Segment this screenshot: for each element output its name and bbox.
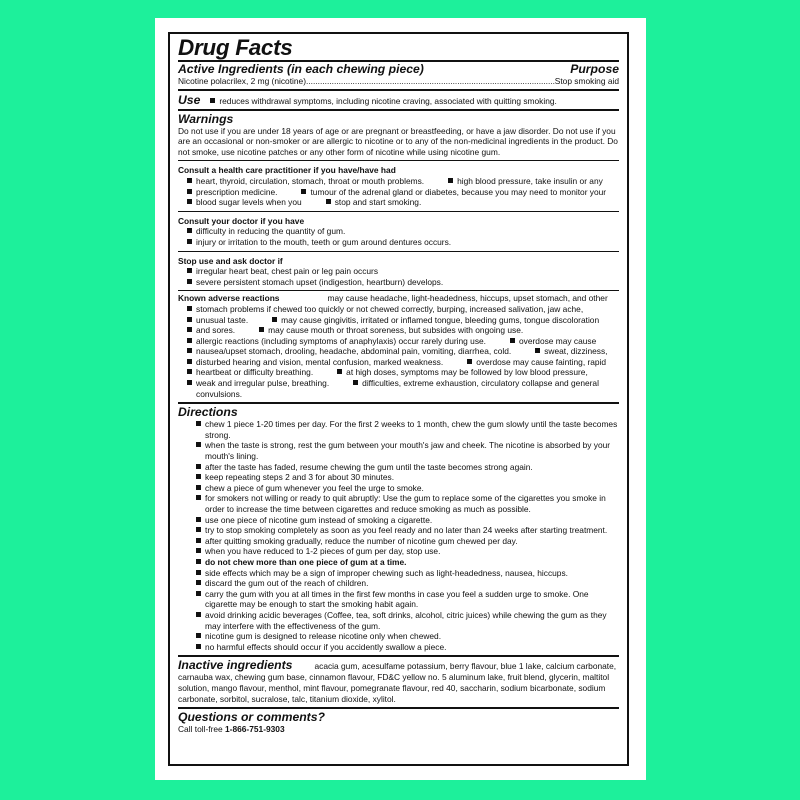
- bullet-icon: [196, 464, 201, 469]
- adverse-text: convulsions.: [196, 388, 243, 399]
- bullet-icon: [196, 612, 201, 617]
- bullet-icon: [326, 199, 331, 204]
- bullet-icon: [187, 228, 192, 233]
- bullet-icon: [196, 474, 201, 479]
- bullet-icon: [196, 548, 201, 553]
- active-ingredients-section: [178, 60, 619, 89]
- directions-item-bold: do not chew more than one piece of gum at a time.: [205, 556, 407, 567]
- bullet-icon: [187, 327, 192, 332]
- bullet-icon: [196, 633, 201, 638]
- directions-item: no harmful effects should occur if you accidently swallow a piece.: [205, 641, 447, 652]
- adverse-text: overdose may cause: [519, 335, 597, 346]
- directions-item: when the taste is strong, rest the gum between your mouth's jaw and cheek. The nicotine is absorbed by your mouth's lining.: [205, 440, 611, 462]
- list-item: injury or irritation to the mouth, teeth or gum around dentures occurs.: [196, 236, 452, 247]
- use-heading: Use: [178, 92, 201, 107]
- adverse-text: nausea/upset stomach, drooling, headache, abdominal pain, vomiting, diarrhea, cold.: [196, 346, 512, 357]
- bullet-icon: [187, 380, 192, 385]
- bullet-icon: [196, 527, 201, 532]
- inactive-ingredients-section: [178, 655, 619, 707]
- bullet-icon: [187, 369, 192, 374]
- bullet-icon: [187, 189, 192, 194]
- bullet-icon: [196, 442, 201, 447]
- active-ingredient: Nicotine polacrilex, 2 mg (nicotine): [178, 76, 307, 86]
- bullet-icon: [187, 178, 192, 183]
- adverse-text: weak and irregular pulse, breathing.: [196, 378, 330, 389]
- bullet-icon: [196, 485, 201, 490]
- directions-item: side effects which may be a sign of improper chewing such as light-headedness, nausea, hiccups.: [205, 567, 568, 578]
- bullet-icon: [187, 306, 192, 311]
- warnings-section: [178, 109, 619, 161]
- adverse-text: disturbed hearing and vision, mental confusion, marked weakness.: [196, 356, 444, 367]
- leader-dots: [306, 76, 555, 87]
- hcp-item: heart, thyroid, circulation, stomach, throat or mouth problems.: [196, 175, 425, 186]
- bullet-icon: [448, 178, 453, 183]
- bullet-icon: [187, 279, 192, 284]
- bullet-icon: [337, 369, 342, 374]
- bullet-icon: [187, 239, 192, 244]
- questions-heading: Questions or comments?: [178, 710, 325, 725]
- adverse-text: stomach problems if chewed too quickly or not chewed correctly, burping, increased salivation, jaw ache,: [196, 303, 584, 314]
- directions-section: [178, 402, 619, 655]
- warnings-heading: Warnings: [178, 111, 234, 126]
- bullet-icon: [467, 359, 472, 364]
- adverse-text: heartbeat or difficulty breathing.: [196, 367, 314, 378]
- directions-item: avoid drinking acidic beverages (Coffee, tea, soft drinks, alcohol, citric juices) while chewing the gum as they may interfere with the effectiveness of the gum.: [205, 609, 607, 631]
- adverse-text: unusual taste.: [196, 314, 249, 325]
- hcp-item: prescription medicine.: [196, 186, 278, 197]
- adverse-heading: Known adverse reactions: [178, 293, 280, 304]
- directions-item: try to stop smoking completely as soon as you feel ready and no later than 24 weeks after starting treatment.: [205, 525, 608, 536]
- bullet-icon: [196, 517, 201, 522]
- bullet-icon: [196, 580, 201, 585]
- directions-item: after the taste has faded, resume chewing the gum until the taste becomes strong again.: [205, 461, 533, 472]
- adverse-text: allergic reactions (including symptoms of anaphylaxis) occur rarely during use.: [196, 335, 486, 346]
- consult-hcp-section: [178, 160, 619, 210]
- bullet-icon: [272, 317, 277, 322]
- inactive-text: acacia gum, acesulfame potassium, berry flavour, blue 1 lake, calcium carbonate, carnauba wax, chewing gum base, cinnamon flavour, FD&C yellow no. 5 aluminum lake, fruit blend, glycerin, maltitol solution, mango flavour, menthol, mint flavour, pomegranate flavour, red 40, saccharin, sodium bicarbonate, sodium carbonate, sorbitol, sucralose, talc, titanium dioxide, xylitol.: [178, 661, 617, 704]
- directions-item: for smokers not willing or ready to quit abruptly: Use the gum to replace some of the cigarettes you smoke in order to increase the time between cigarettes and reduce smoking as much as possible.: [205, 493, 606, 514]
- hcp-item: blood sugar levels when you: [196, 197, 302, 208]
- directions-item: chew 1 piece 1-20 times per day. For the first 2 weeks to 1 month, chew the gum slowly until the taste becomes strong.: [205, 419, 618, 440]
- active-ingredients-heading: Active Ingredients (in each chewing piece): [178, 62, 424, 76]
- bullet-icon: [259, 327, 264, 332]
- adverse-text: and sores.: [196, 325, 236, 336]
- directions-item: discard the gum out of the reach of children.: [205, 578, 369, 589]
- bullet-icon: [196, 644, 201, 649]
- adverse-text: overdose may cause fainting, rapid: [476, 356, 607, 367]
- adverse-text: may cause mouth or throat soreness, but subsides with ongoing use.: [268, 325, 524, 336]
- stop-use-heading: Stop use and ask doctor if: [178, 255, 283, 266]
- bullet-icon: [196, 421, 201, 426]
- consult-doctor-section: [178, 211, 619, 251]
- purpose-heading: Purpose: [570, 62, 619, 76]
- adverse-text: sweat, dizziness,: [544, 346, 608, 357]
- bullet-icon: [187, 359, 192, 364]
- stop-use-section: [178, 251, 619, 291]
- list-item: irregular heart beat, chest pain or leg pain occurs: [196, 266, 379, 277]
- directions-item: when you have reduced to 1-2 pieces of gum per day, stop use.: [205, 546, 441, 557]
- bullet-icon: [210, 98, 215, 103]
- purpose-value: Stop smoking aid: [554, 76, 619, 86]
- questions-section: [178, 707, 619, 738]
- hcp-item: tumour of the adrenal gland or diabetes, because you may need to monitor your: [310, 186, 607, 197]
- hcp-item: stop and start smoking.: [334, 197, 422, 208]
- directions-item: after quitting smoking gradually, reduce the number of nicotine gum chewed per day.: [205, 535, 518, 546]
- adverse-text: may cause headache, light-headedness, hiccups, upset stomach, and other: [327, 293, 608, 304]
- bullet-icon: [187, 348, 192, 353]
- warnings-text: Do not use if you are under 18 years of age or are pregnant or breastfeeding, or have a jaw disorder. Do not use if you are an occasional or non-smoker or are allergic to nicotine or to any of the non-medicinal ingredients in the product. Do not smoke, use nicotine patches or any other form of nicotine while using nicotine gum.: [178, 125, 618, 157]
- consult-hcp-heading: Consult a health care practitioner if you have/have had: [178, 165, 396, 176]
- bullet-icon: [187, 317, 192, 322]
- inactive-heading: Inactive ingredients: [178, 658, 293, 673]
- directions-item: nicotine gum is designed to release nicotine only when chewed.: [205, 631, 442, 642]
- adverse-text: at high doses, symptoms may be followed by low blood pressure,: [346, 367, 588, 378]
- bullet-icon: [510, 338, 515, 343]
- directions-item: use one piece of nicotine gum instead of smoking a cigarette.: [205, 514, 433, 525]
- directions-item: carry the gum with you at all times in the first few months in case you feel a sudden urge to smoke. One cigarette may be enough to start the smoking habit again.: [205, 588, 589, 610]
- bullet-icon: [187, 199, 192, 204]
- use-section: [178, 89, 619, 109]
- bullet-icon: [301, 189, 306, 194]
- adverse-text: difficulties, extreme exhaustion, circulatory collapse and general: [362, 378, 599, 389]
- call-label: Call toll-free: [178, 724, 223, 735]
- bullet-icon: [187, 338, 192, 343]
- bullet-icon: [196, 495, 201, 500]
- drug-facts-panel: [168, 32, 629, 766]
- bullet-icon: [196, 538, 201, 543]
- label-sheet: [155, 18, 646, 780]
- directions-heading: Directions: [178, 405, 238, 420]
- hcp-item: high blood pressure, take insulin or any: [457, 175, 603, 186]
- adverse-text: may cause gingivitis, irritated or inflamed tongue, bleeding gums, tongue discoloration: [281, 314, 600, 325]
- bullet-icon: [196, 591, 201, 596]
- drug-facts-title: Drug Facts: [178, 35, 293, 60]
- bullet-icon: [196, 570, 201, 575]
- phone-number: 1-866-751-9303: [225, 724, 285, 735]
- bullet-icon: [353, 380, 358, 385]
- consult-doctor-heading: Consult your doctor if you have: [178, 215, 305, 226]
- list-item: difficulty in reducing the quantity of gum.: [196, 226, 346, 237]
- bullet-icon: [535, 348, 540, 353]
- list-item: severe persistent stomach upset (indigestion, heartburn) develops.: [196, 276, 444, 287]
- directions-item: chew a piece of gum whenever you feel the urge to smoke.: [205, 482, 424, 493]
- directions-item: keep repeating steps 2 and 3 for about 30 minutes.: [205, 472, 395, 483]
- use-text: reduces withdrawal symptoms, including nicotine craving, associated with quitting smoking.: [219, 95, 557, 106]
- bullet-icon: [187, 268, 192, 273]
- bullet-icon: [196, 559, 201, 564]
- adverse-reactions-section: [178, 290, 619, 402]
